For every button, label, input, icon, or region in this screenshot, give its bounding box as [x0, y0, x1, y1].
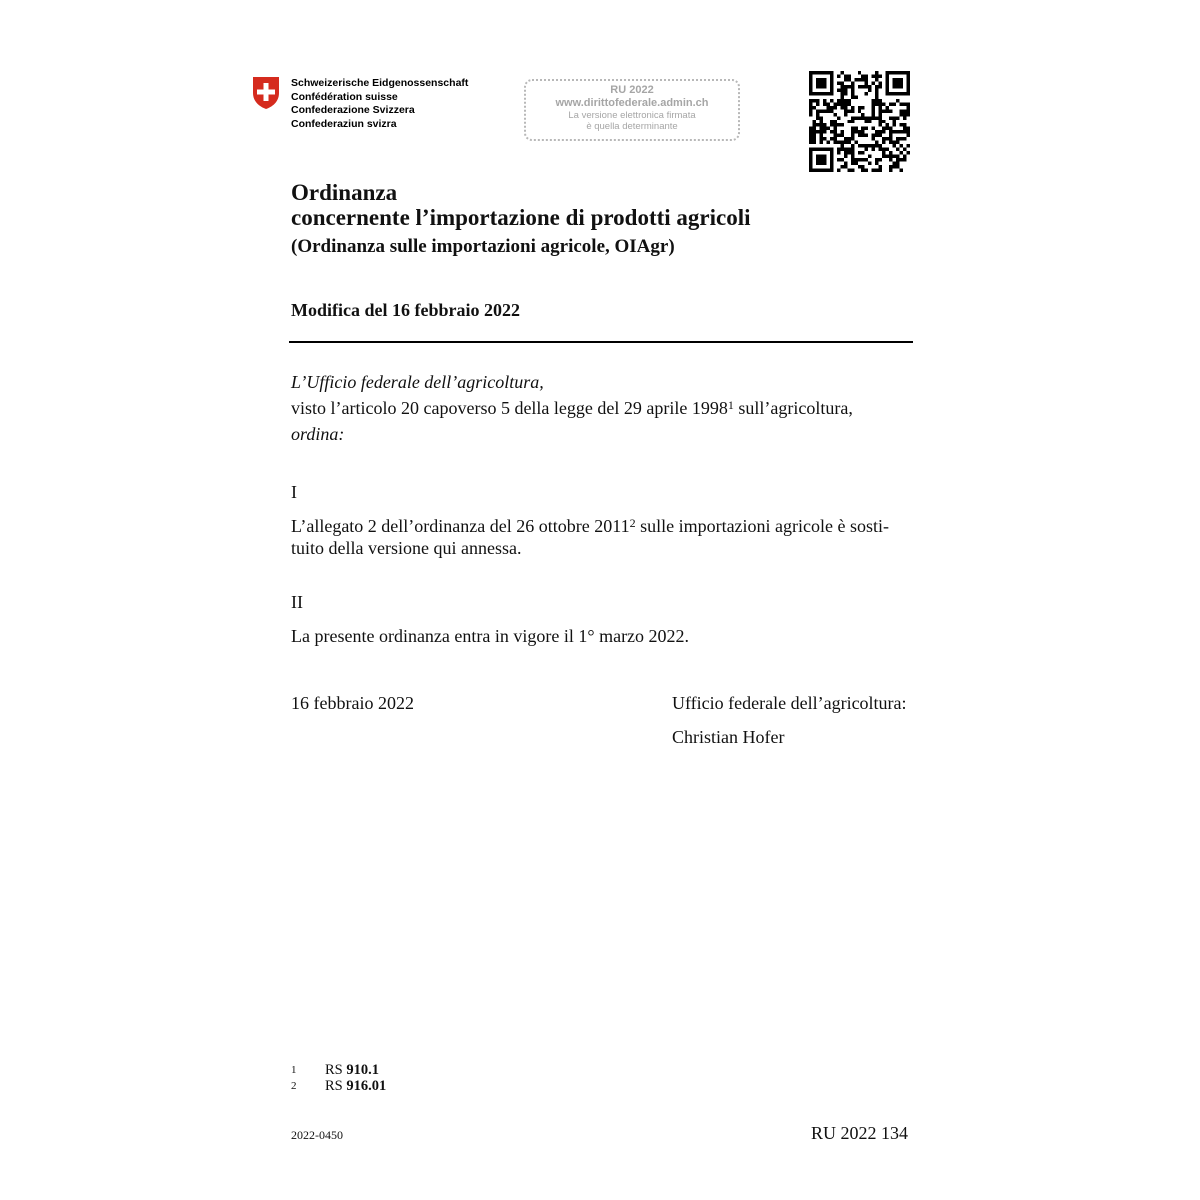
preamble-authority: L’Ufficio federale dell’agricoltura, [291, 372, 544, 392]
confederation-name-fr: Confédération suisse [291, 90, 398, 103]
qr-code-icon [809, 71, 910, 172]
footnote-prefix: RS [325, 1078, 347, 1094]
stamp-note-1: La versione elettronica firmata [568, 110, 696, 121]
ru-reference: RU 2022 134 [811, 1123, 909, 1143]
modification-date: Modifica del 16 febbraio 2022 [291, 300, 520, 320]
section-1-text-line-2: tuito della versione qui annessa. [291, 538, 522, 558]
title-divider [289, 341, 913, 343]
footnote-reference: 916.01 [346, 1078, 387, 1094]
section-heading-2: II [291, 592, 303, 612]
document-number: 2022-0450 [291, 1128, 343, 1142]
section-text-2: La presente ordinanza entra in vigore il 1° marzo 2022. [291, 626, 690, 646]
stamp-url: www.dirittofederale.admin.ch [555, 97, 709, 109]
footnotes [291, 1062, 386, 1094]
section-text-1 [291, 515, 911, 559]
title-line-2: concernente l’importazione di prodotti agricoli [291, 205, 751, 230]
stamp-note-2: è quella determinante [586, 121, 678, 132]
footnote-ref-2[interactable]: 2 [629, 516, 636, 530]
footnote-2 [291, 1078, 386, 1094]
preamble-basis-text: visto l’articolo 20 capoverso 5 della legge del 29 aprile 1998 [291, 398, 728, 418]
confederation-name-it: Confederazione Svizzera [291, 104, 415, 116]
footnote-1 [291, 1062, 386, 1078]
publication-stamp [524, 79, 740, 141]
section-1-text: L’allegato 2 dell’ordinanza del 26 ottobre 2011 [291, 516, 630, 536]
short-title: (Ordinanza sulle importazioni agricole, OIAgr) [291, 236, 675, 257]
document-title [291, 180, 751, 230]
title-line-1: Ordinanza [291, 180, 398, 205]
confederation-name-rm: Confederaziun svizra [291, 117, 397, 130]
footnote-reference: 910.1 [346, 1062, 379, 1078]
footnote-prefix: RS [325, 1062, 347, 1078]
confederation-names [291, 77, 468, 131]
stamp-ru: RU 2022 [610, 84, 654, 96]
swiss-coat-of-arms-icon [251, 76, 281, 110]
preamble-basis [291, 397, 931, 423]
section-1-text-cont: sulle importazioni agricole è sosti- [635, 516, 890, 536]
signature-office: Ufficio federale dell’agricoltura: [672, 693, 907, 713]
preamble-basis-tail: sull’agricoltura, [733, 398, 853, 418]
signature-date: 16 febbraio 2022 [291, 693, 414, 713]
preamble [291, 371, 931, 449]
section-heading-1: I [291, 482, 297, 502]
footnote-ref-1[interactable]: 1 [727, 398, 734, 412]
footnote-number: 1 [291, 1064, 297, 1076]
footnote-number: 2 [291, 1080, 297, 1092]
confederation-name-de: Schweizerische Eidgenossenschaft [291, 77, 469, 89]
signature-name: Christian Hofer [672, 727, 785, 747]
preamble-decree: ordina: [291, 424, 345, 444]
